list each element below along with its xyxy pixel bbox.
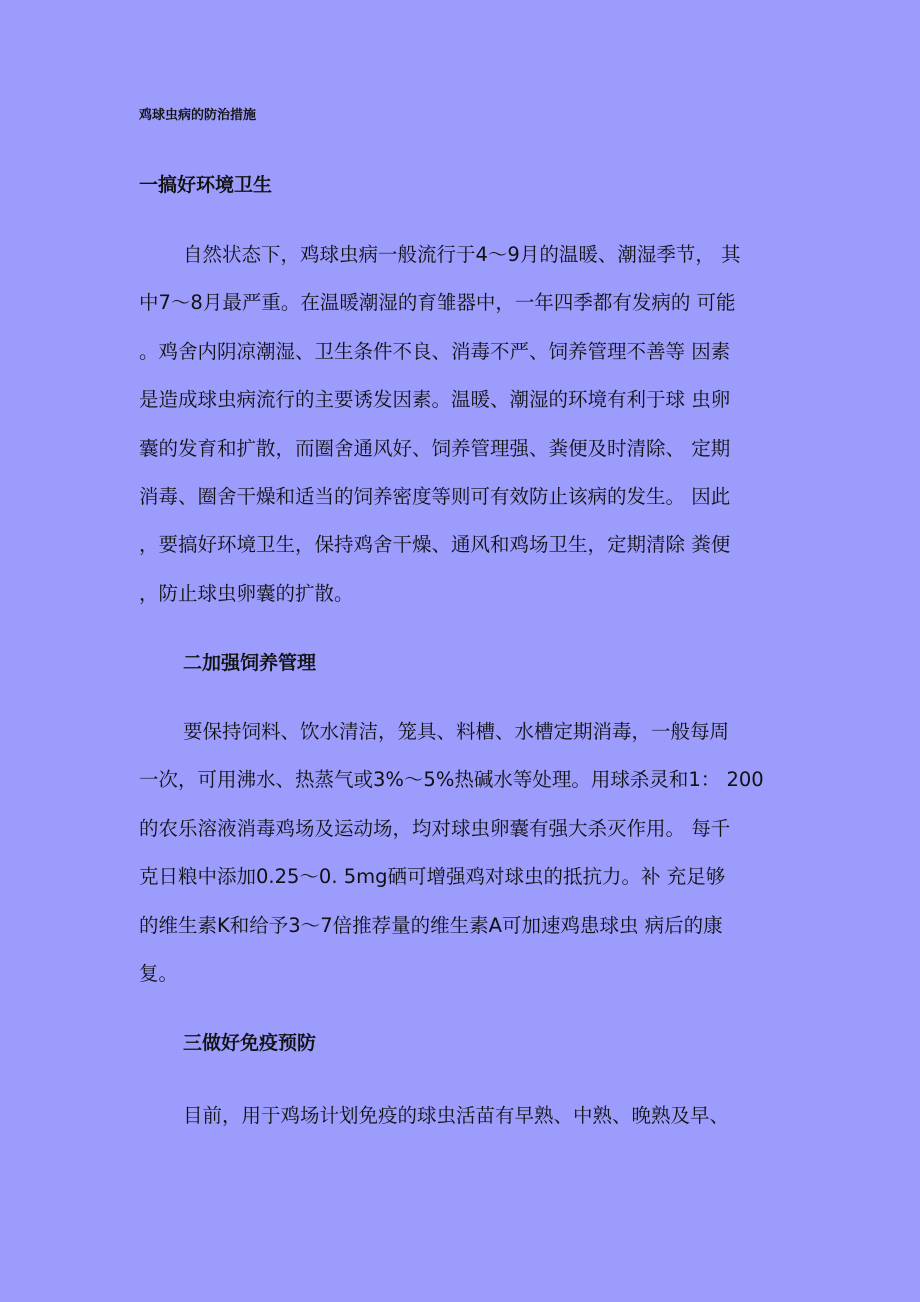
paragraph-line: 自然状态下，鸡球虫病一般流行于4〜9月的温暖、潮湿季节， 其 xyxy=(183,243,741,266)
paragraph-line: ，防止球虫卵囊的扩散。 xyxy=(139,581,354,605)
paragraph-line: 要保持饲料、饮水清洁，笼具、料槽、水槽定期消毒，一般每周 xyxy=(183,720,730,743)
paragraph-immunization xyxy=(139,1092,799,1140)
paragraph-line: 是造成球虫病流行的主要诱发因素。温暖、潮湿的环境有利于球 虫卵 xyxy=(139,388,731,412)
paragraph-line: 。鸡舍内阴凉潮湿、卫生条件不良、消毒不严、饲养管理不善等 因素 xyxy=(139,339,731,363)
paragraph-line: 的维生素K和给予3〜7倍推荐量的维生素A可加速鸡患球虫 病后的康 xyxy=(139,913,723,937)
paragraph-line: 一次，可用沸水、热蒸气或3%〜5%热碱水等处理。用球杀灵和1： 200 xyxy=(139,768,764,792)
section-heading-immunization: 三做好免疫预防 xyxy=(183,1032,317,1054)
paragraph-line: 复。 xyxy=(139,961,179,985)
paragraph-line: 囊的发育和扩散，而圈舍通风好、饲养管理强、粪便及时清除、 定期 xyxy=(139,436,731,460)
paragraph-line: 克日粮中添加0.25〜0. 5mg硒可增强鸡对球虫的抵抗力。补 充足够 xyxy=(139,865,726,889)
document-title: 鸡球虫病的防治措施 xyxy=(139,108,257,123)
paragraph-environment xyxy=(139,231,799,618)
paragraph-line: 的农乐溶液消毒鸡场及运动场，均对球虫卵囊有强大杀灭作用。 每千 xyxy=(139,816,731,840)
paragraph-line: 中7〜8月最严重。在温暖潮湿的育雏器中，一年四季都有发病的 可能 xyxy=(139,291,736,315)
paragraph-line: 目前，用于鸡场计划免疫的球虫活苗有早熟、中熟、晚熟及早、 xyxy=(183,1104,730,1127)
paragraph-line: 消毒、圈舍干燥和适当的饲养密度等则可有效防止该病的发生。 因此 xyxy=(139,484,731,508)
paragraph-feeding-management xyxy=(139,708,799,998)
section-heading-feeding-management: 二加强饲养管理 xyxy=(183,652,317,674)
section-heading-environment: 一搞好环境卫生 xyxy=(139,174,273,196)
paragraph-line: ，要搞好环境卫生，保持鸡舍干燥、通风和鸡场卫生，定期清除 粪便 xyxy=(139,533,731,557)
